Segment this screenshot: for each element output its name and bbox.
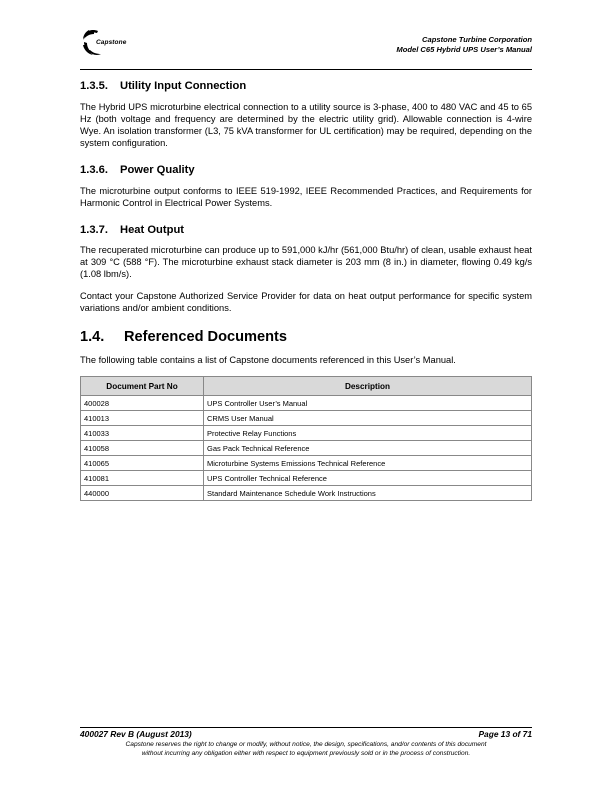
table-row [81, 411, 532, 426]
paragraph-heat-output: The recuperated microturbine can produce up to 591,000 kJ/hr (561,000 Btu/hr) of clean, usable exhaust heat at 309 °C (588 °F). The microturbine exhaust stack diameter is 203 mm (8 in.) in diameter, flowing 0.49 kg/s (1.08 lbm/s). [80, 245, 532, 279]
section-title: Referenced Documents [124, 329, 288, 345]
cell-description: Standard Maintenance Schedule Work Instructions [204, 486, 532, 501]
table-row [81, 456, 532, 471]
disclaimer-line: Capstone reserves the right to change or modify, without notice, the design, specifications, and/or contents of this document [125, 741, 487, 748]
disclaimer-line: without incurring any obligation either with respect to equipment previously sold or in the process of construction. [141, 750, 471, 757]
cell-description: Gas Pack Technical Reference [204, 441, 532, 456]
capstone-logo [80, 28, 140, 56]
section-heading-referenced-documents [80, 329, 287, 345]
section-number: 1.4. [80, 329, 105, 345]
cell-part-no: 410081 [81, 471, 204, 486]
paragraph-power-quality: The microturbine output conforms to IEEE 519-1992, IEEE Recommended Practices, and Requirements for Harmonic Control in Electrical Power Systems. [80, 186, 532, 208]
logo-text: Capstone [96, 39, 127, 46]
table-header-row [81, 377, 532, 396]
paragraph-heat-output-contact: Contact your Capstone Authorized Service Provider for data on heat output performance for specific system variations and/or ambient conditions. [80, 291, 532, 313]
cell-description: Protective Relay Functions [204, 426, 532, 441]
section-heading-heat-output [80, 224, 184, 236]
cell-description: UPS Controller User’s Manual [204, 396, 532, 411]
cell-part-no: 400028 [81, 396, 204, 411]
section-number: 1.3.6. [80, 164, 108, 176]
header-divider [80, 69, 532, 70]
table-row [81, 441, 532, 456]
table-row [81, 396, 532, 411]
header-titles [396, 35, 532, 55]
footer-page-number: Page 13 of 71 [478, 729, 532, 739]
section-heading-power-quality [80, 164, 195, 176]
cell-part-no: 410013 [81, 411, 204, 426]
cell-part-no: 440000 [81, 486, 204, 501]
section-heading-utility-input [80, 80, 246, 92]
section-title: Heat Output [120, 224, 185, 236]
table-row [81, 426, 532, 441]
page-header [80, 28, 532, 68]
referenced-documents-table [80, 376, 532, 501]
cell-part-no: 410033 [81, 426, 204, 441]
section-number: 1.3.5. [80, 80, 108, 92]
paragraph-utility-input: The Hybrid UPS microturbine electrical connection to a utility source is 3-phase, 400 to 480 VAC and 45 to 65 Hz (both voltage and frequency are determined by the electric utility grid). Allowable connection is 4-wire Wye. An isolation transformer (L3, 75 kVA transformer for UL certification) may be required, depending on the system configuration. [80, 102, 532, 148]
cell-part-no: 410058 [81, 441, 204, 456]
cell-description: CRMS User Manual [204, 411, 532, 426]
column-header-description: Description [204, 377, 532, 396]
footer-divider [80, 727, 532, 728]
section-number: 1.3.7. [80, 224, 108, 236]
column-header-part-no: Document Part No [81, 377, 204, 396]
table-row [81, 486, 532, 501]
header-company: Capstone Turbine Corporation [422, 35, 532, 44]
cell-description: UPS Controller Technical Reference [204, 471, 532, 486]
section-title: Power Quality [120, 164, 195, 176]
footer-doc-revision: 400027 Rev B (August 2013) [80, 729, 192, 739]
footer-disclaimer [80, 740, 532, 758]
table-row [81, 471, 532, 486]
header-manual-title: Model C65 Hybrid UPS User’s Manual [396, 45, 532, 54]
section-title: Utility Input Connection [120, 80, 247, 92]
paragraph-referenced-intro: The following table contains a list of Capstone documents referenced in this User’s Manual. [80, 355, 456, 365]
cell-part-no: 410065 [81, 456, 204, 471]
cell-description: Microturbine Systems Emissions Technical Reference [204, 456, 532, 471]
